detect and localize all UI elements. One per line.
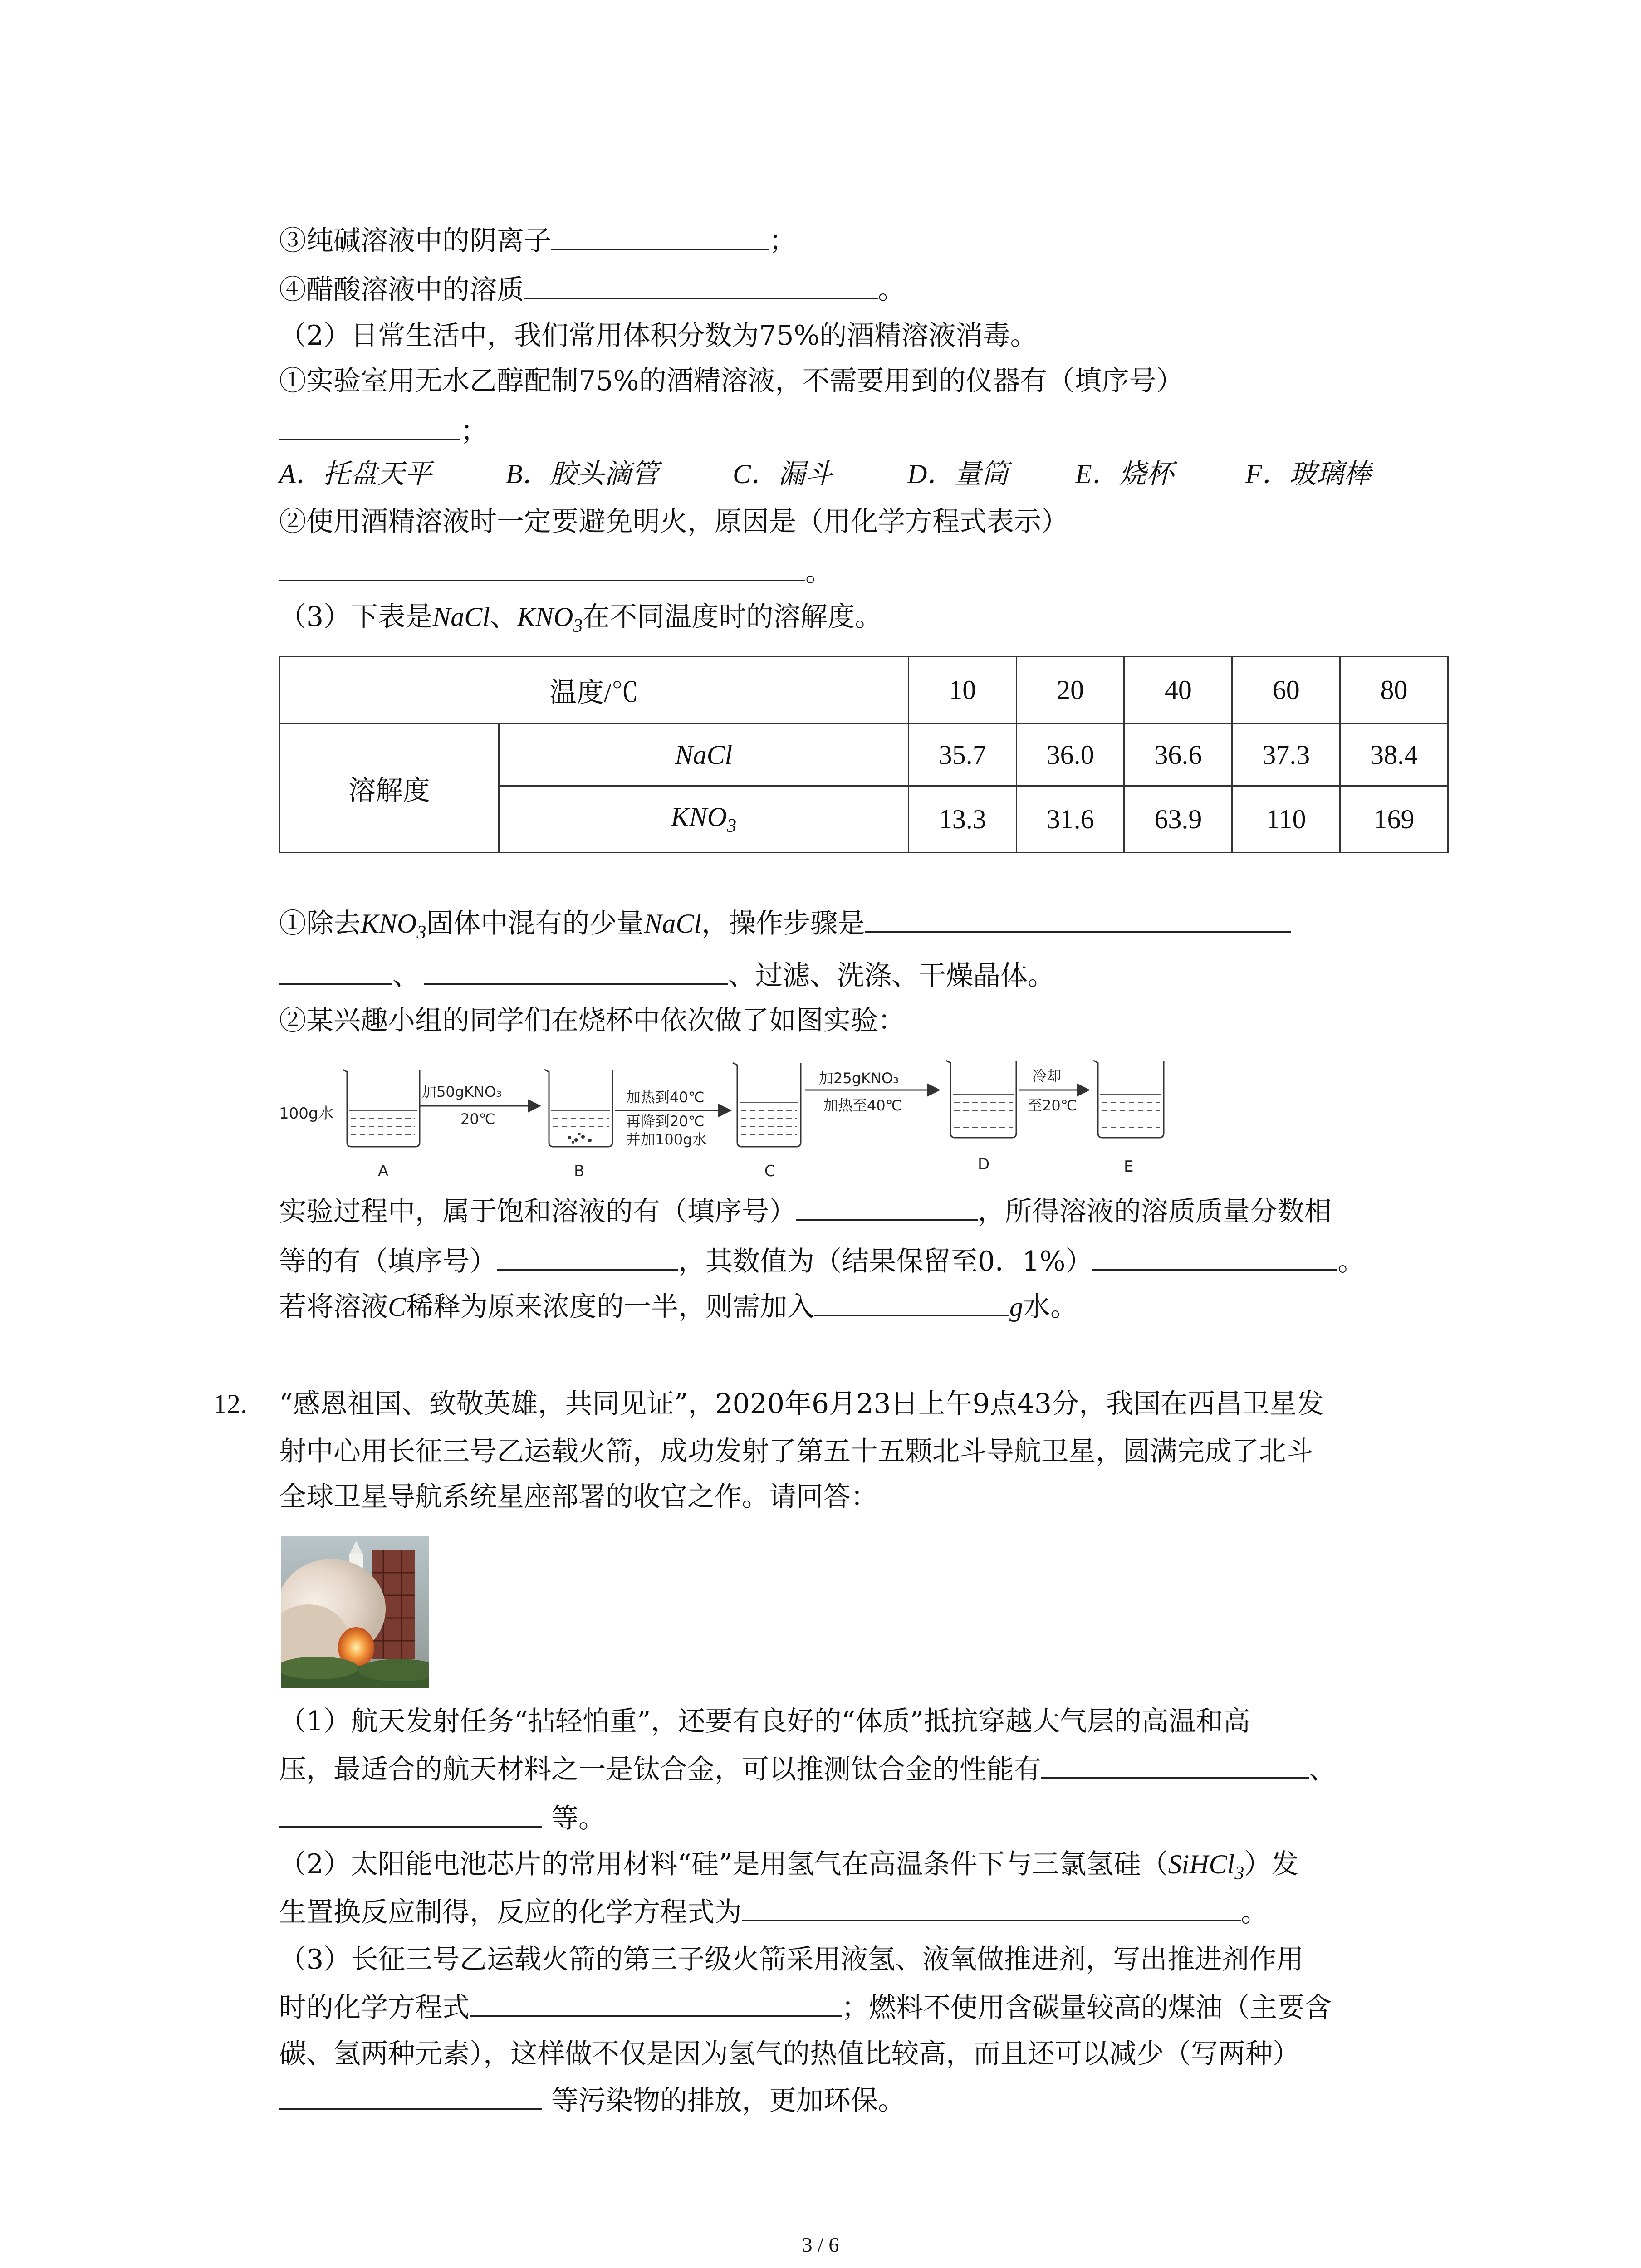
q11-options-f: F．玻璃棒 <box>1245 459 1371 489</box>
q12-part-3-line-2: 时的化学方程式 ；燃料不使用含碳量较高的煤油（主要含 <box>279 1989 1332 2026</box>
beaker-c <box>733 1063 801 1147</box>
rocket-launch-photo <box>281 1536 429 1688</box>
q12-part-1-line-3: 等。 <box>279 1800 606 1837</box>
q11-exp-line-1: 实验过程中，属于饱和溶液的有（填序号） ，所得溶液的溶质质量分数相 <box>279 1193 1332 1230</box>
answer-blank[interactable] <box>1041 1751 1309 1779</box>
beaker-a <box>343 1070 420 1147</box>
step-2-line-1: 加热到40℃ <box>626 1089 705 1106</box>
beaker-b <box>544 1070 612 1147</box>
beaker-d <box>946 1061 1016 1138</box>
table-cell: 36.0 <box>1016 724 1124 786</box>
q12-part-3-line-4: 等污染物的排放，更加环保。 <box>279 2082 905 2119</box>
table-header-cell: 10 <box>908 657 1016 724</box>
q12-number: 12. <box>213 1389 247 1419</box>
page-number: 3 / 6 <box>802 2233 839 2256</box>
q11-line-4: ④醋酸溶液中的溶质 。 <box>279 271 905 308</box>
q11-part-2: （2）日常生活中，我们常用体积分数为75%的酒精溶液消毒。 <box>279 320 1038 352</box>
table-cell: 31.6 <box>1016 786 1124 853</box>
q11-options-b: B．胶头滴管 <box>506 459 659 489</box>
table-header-cell: 40 <box>1124 657 1232 724</box>
q11-options-e: E．烧杯 <box>1075 459 1174 489</box>
answer-blank[interactable] <box>1092 1243 1337 1271</box>
q11-exp-line-3: 若将溶液C稀释为原来浓度的一半，则需加入 g水。 <box>279 1288 1078 1325</box>
water-label: 100g水 <box>279 1105 334 1123</box>
step-1-bottom: 20℃ <box>460 1110 495 1128</box>
beaker-b-label: B <box>574 1162 585 1180</box>
q11-options-c: C．漏斗 <box>733 459 833 489</box>
table-cell: 169 <box>1340 786 1448 853</box>
q12-part-1-line-2: 压，最适合的航天材料之一是钛合金，可以推测钛合金的性能有 、 <box>279 1751 1336 1788</box>
table-cell: 36.6 <box>1124 724 1232 786</box>
table-cell: 110 <box>1232 786 1340 853</box>
answer-blank[interactable] <box>470 1989 842 2017</box>
q12-line-1: “感恩祖国、致敬英雄，共同见证”，2020年6月23日上午9点43分，我国在西昌卫星发 <box>279 1388 1324 1420</box>
table-header-cell: 60 <box>1232 657 1340 724</box>
step-4-bottom: 至20℃ <box>1028 1097 1077 1114</box>
q12-part-2-line-2: 生置换反应制得，反应的化学方程式为 。 <box>279 1894 1268 1931</box>
beaker-d-label: D <box>978 1155 990 1173</box>
step-3-bottom: 加热至40℃ <box>823 1097 902 1114</box>
q11-part-2-1-answer: ； <box>279 413 488 450</box>
q11-part-3: （3）下表是NaCl、$KNO_3$在不同温度时的溶解度。 <box>279 601 882 636</box>
beaker-e <box>1093 1061 1164 1138</box>
table-header-cell: 80 <box>1340 657 1448 724</box>
table-row-kno3-label: $KNO_3$ <box>499 786 909 853</box>
q11-part-2-2-answer: 。 <box>279 553 833 590</box>
experiment-diagram <box>279 1051 1186 1188</box>
answer-blank[interactable] <box>279 553 805 581</box>
table-header-cell: 20 <box>1016 657 1124 724</box>
answer-blank[interactable] <box>497 1243 678 1271</box>
answer-blank[interactable] <box>814 1288 1009 1316</box>
answer-blank[interactable] <box>279 1800 542 1828</box>
q12-part-3-line-1: （3）长征三号乙运载火箭的第三子级火箭采用液氢、液氧做推进剂，写出推进剂作用 <box>279 1944 1304 1975</box>
answer-blank[interactable] <box>279 2082 542 2110</box>
q12-part-1-line-1: （1）航天发射任务“拈轻怕重”，还要有良好的“体质”抵抗穿越大气层的高温和高 <box>279 1706 1250 1737</box>
q11-part-2-2: ②使用酒精溶液时一定要避免明火，原因是（用化学方程式表示） <box>279 506 1068 538</box>
answer-blank[interactable] <box>279 413 460 440</box>
q11-part-3-1: ①除去$KNO_3$固体中混有的少量NaCl，操作步骤是 <box>279 905 1291 951</box>
answer-blank[interactable] <box>742 1894 1241 1921</box>
table-row-nacl-label: NaCl <box>499 724 909 786</box>
beaker-a-label: A <box>378 1162 389 1180</box>
step-1-top: 加50gKNO₃ <box>422 1083 502 1100</box>
answer-blank[interactable] <box>424 957 728 985</box>
answer-blank[interactable] <box>865 905 1291 933</box>
table-row-label: 溶解度 <box>280 724 499 853</box>
q11-exp-line-2: 等的有（填序号） ，其数值为（结果保留至0．1%） 。 <box>279 1243 1365 1280</box>
table-cell: 35.7 <box>908 724 1016 786</box>
q11-part-2-1: ①实验室用无水乙醇配制75%的酒精溶液，不需要用到的仪器有（填序号） <box>279 365 1184 397</box>
step-2-line-2: 再降到20℃ <box>626 1113 705 1130</box>
table-cell: 13.3 <box>908 786 1016 853</box>
q11-line-3: ③纯碱溶液中的阴离子 ； <box>279 222 796 259</box>
answer-blank[interactable] <box>279 957 392 985</box>
q12-part-3-line-3: 碳、氢两种元素），这样做不仅是因为氢气的热值比较高，而且还可以减少（写两种） <box>279 2038 1300 2070</box>
q12-part-2-line-1: （2）太阳能电池芯片的常用材料“硅”是用氢气在高温条件下与三氯氢硅（SiHCl$_3$）发 <box>279 1848 1299 1884</box>
solubility-table <box>279 656 1449 853</box>
answer-blank[interactable] <box>796 1193 978 1221</box>
q11-part-3-1-cont: 、 、过滤、洗涤、干燥晶体。 <box>279 957 1055 994</box>
q11-options-a: A．托盘天平 <box>279 459 432 489</box>
rocket-launch-image <box>281 1536 429 1688</box>
table-header-temp: 温度/℃ <box>280 657 909 724</box>
table-cell: 37.3 <box>1232 724 1340 786</box>
beaker-e-label: E <box>1124 1158 1134 1176</box>
beaker-c-label: C <box>764 1162 775 1180</box>
table-cell: 63.9 <box>1124 786 1232 853</box>
table-cell: 38.4 <box>1340 724 1448 786</box>
step-2-line-3: 并加100g水 <box>626 1131 707 1148</box>
q11-options-d: D．量筒 <box>907 459 1009 489</box>
q11-part-3-2: ②某兴趣小组的同学们在烧杯中依次做了如图实验： <box>279 1005 905 1036</box>
q12-line-3: 全球卫星导航系统星座部署的收官之作。请回答： <box>279 1481 878 1513</box>
q12-line-2: 射中心用长征三号乙运载火箭，成功发射了第五十五颗北斗导航卫星，圆满完成了北斗 <box>279 1436 1313 1467</box>
answer-blank[interactable] <box>551 222 769 250</box>
step-4-top: 冷却 <box>1032 1067 1062 1085</box>
answer-blank[interactable] <box>524 271 878 299</box>
step-3-top: 加25gKNO₃ <box>819 1070 899 1087</box>
